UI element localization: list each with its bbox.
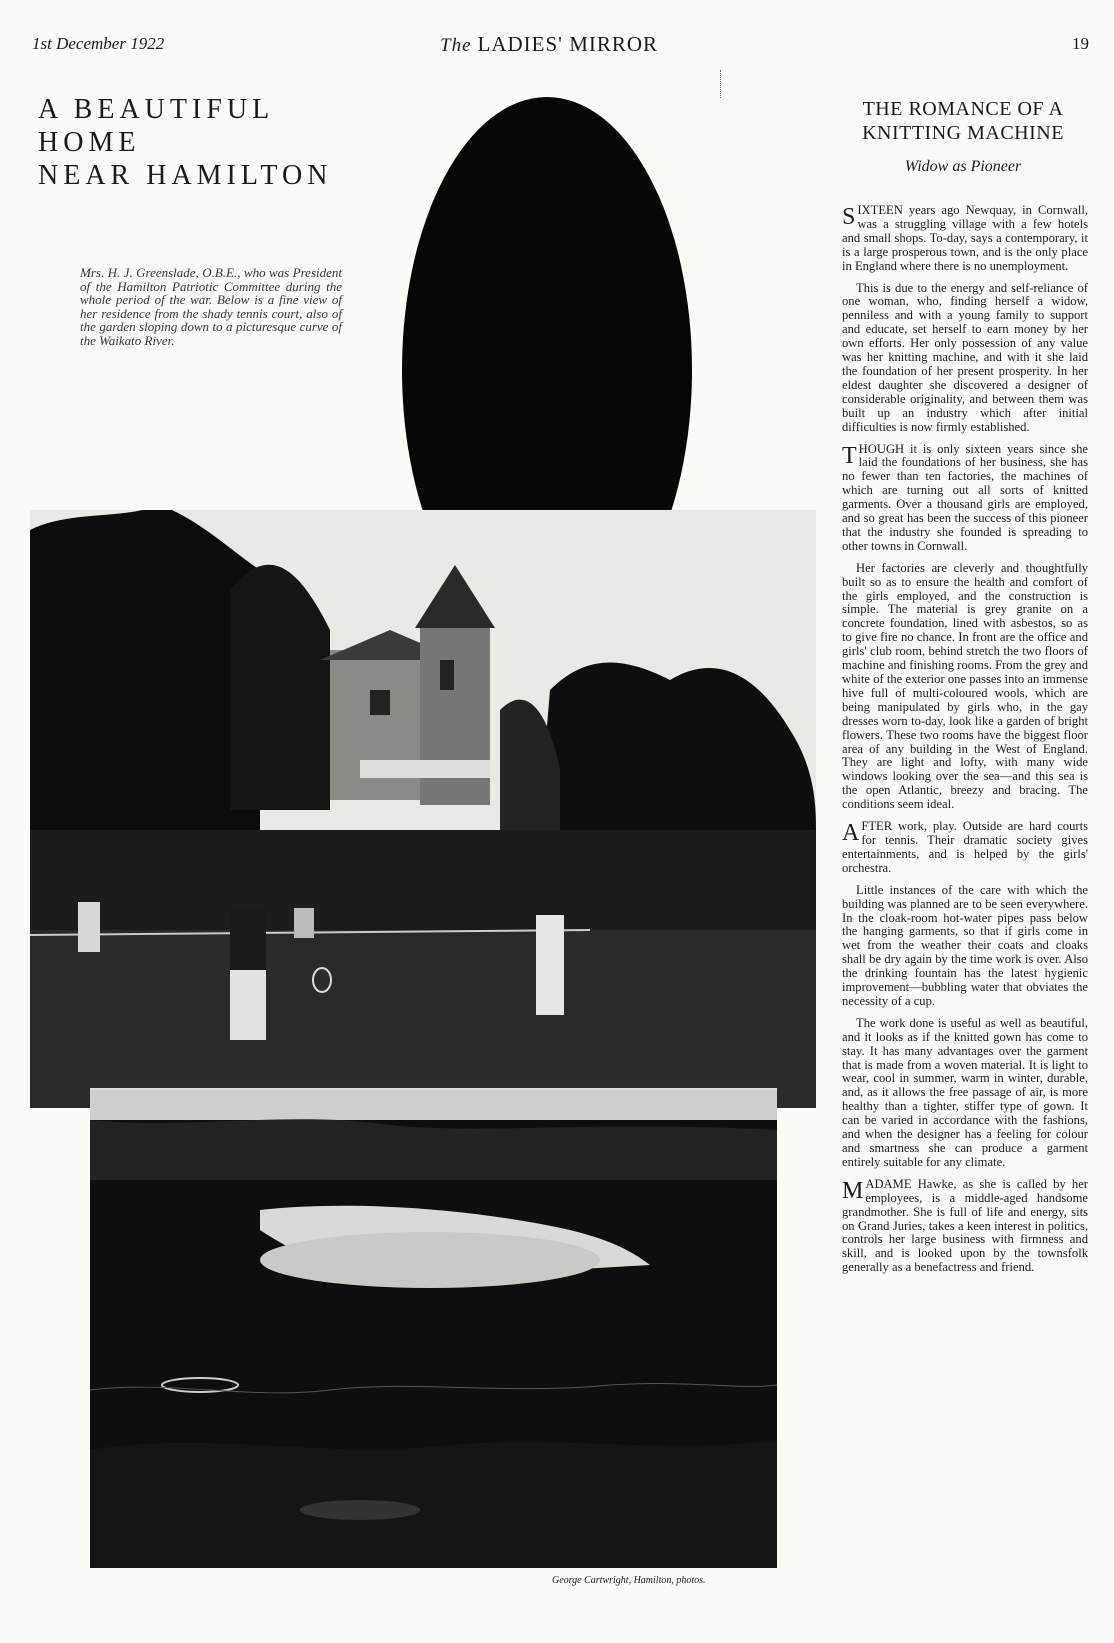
river-garden-photo (90, 1088, 777, 1568)
page-number: 19 (1072, 34, 1089, 53)
paragraph: Her factories are cleverly and thoughtfully built so as to ensure the health and comfort of the girls employed, and the construction is simple. The material is grey granite on a concrete foundation, lined with asbestos, so as to give fire no chance. In front are the office and girls' club room, behind stretch the two floors of machine and finishing rooms. From the grey and white of the exterior one passes into an immense hive full of multi-coloured wools, which are being manipulated by girls who, in the gay dresses worn to-day, look like a garden of bright flowers. These two rooms have the biggest floor area of any building in the West of England. They are light and lofty, with many wide windows looking over the sea—and this sea is the open Atlantic, breezy and bracing. The conditions seem ideal. (842, 560, 1088, 812)
paragraph-text: FTER work, play. Outside are hard courts for tennis. Their dramatic society gives entertainments, and is helped by the girls' orchestra. (842, 819, 1088, 875)
left-title-line2: NEAR HAMILTON (38, 160, 333, 191)
drop-cap: T (842, 442, 857, 469)
right-article-subtitle: Widow as Pioneer (904, 158, 1022, 175)
masthead-the: The (440, 35, 472, 56)
portrait-caption: Mrs. H. J. Greenslade, O.B.E., who was President of the Hamilton Patriotic Committee during the whole period of the war. Below is a fine view of her residence from the shady tennis court, also of the garden sloping down to a picturesque curve of the Waikato River. (80, 265, 342, 348)
river-garden-illustration (90, 1090, 777, 1568)
masthead-title: LADIES' MIRROR (477, 32, 659, 56)
paragraph-text: HOUGH it is only sixteen years since she laid the foundations of her business, she has no fewer than ten factories, the machines of which are turning out all sorts of knitted garments. Over a thousand girls are employed, and so great has been the success of this pioneer that the industry she founded is spreading to other towns in Cornwall. (842, 441, 1088, 553)
paragraph (842, 820, 1088, 876)
photo-credit: George Cartwright, Hamilton, photos. (552, 1575, 706, 1586)
house-tennis-illustration (30, 510, 816, 1108)
paragraph (842, 1178, 1088, 1275)
paragraph-text: IXTEEN years ago Newquay, in Cornwall, was a struggling village with a few hotels and small shops. To-day, says a contemporary, it is a large prosperous town, and is the only place in England where there is no unemployment. (842, 203, 1088, 273)
house-tennis-photo (30, 510, 816, 1108)
paragraph: Little instances of the care with which the building was planned are to be seen everywhere. In the cloak-room hot-water pipes pass below the hanging garments, so that if girls come in wet from the weather their coats and cloaks shall be dry again by the time work is over. Also the drinking fountain has the latest hygienic improvement—bubbling water that obviates the necessity of a cup. (842, 882, 1088, 1008)
paragraph: The work done is useful as well as beautiful, and it looks as if the knitted gown has come to stay. It has many advantages over the garment that is made from a woven material. It is light to wear, cool in summer, warm in winter, durable, and, as it allows the free passage of air, is more healthy than a tighter, stiffer type of gown. It can be varied in accordance with the fashions, and when the designer has a feeling for colour and smartness she can produce a garment entirely suitable for any climate. (842, 1015, 1088, 1169)
issue-date: 1st December 1922 (32, 34, 165, 53)
paragraph (842, 443, 1088, 554)
masthead (440, 32, 658, 57)
drop-cap: M (842, 1177, 864, 1204)
paragraph (842, 204, 1088, 274)
right-article-title (852, 97, 1074, 145)
right-article-body (842, 204, 1088, 1283)
drop-cap: A (842, 820, 860, 847)
drop-cap: S (842, 204, 856, 230)
paragraph: This is due to the energy and self-reliance of one woman, who, finding herself a widow, penniless and with a young family to support and educate, set herself to earn money by her own efforts. Her only possession of any value was her knitting machine, and with it she laid the foundation of her present prosperity. In her eldest daughter she discovered a designer of considerable originality, and between them was built up an industry which after initial difficulties is now firmly established. (842, 280, 1088, 434)
left-title-line1: A BEAUTIFUL HOME (38, 94, 274, 158)
divider (720, 70, 721, 98)
left-article-title (38, 93, 378, 192)
right-title-line2: KNITTING MACHINE (862, 122, 1064, 144)
paragraph-text: ADAME Hawke, as she is called by her employees, is a middle-aged handsome grandmother. She is full of life and energy, sits on Grand Juries, takes a keen interest in politics, controls her large business with firmness and skill, and is looked upon by the townsfolk generally as a benefactress and friend. (842, 1176, 1088, 1275)
right-title-line1: THE ROMANCE OF A (862, 98, 1064, 120)
